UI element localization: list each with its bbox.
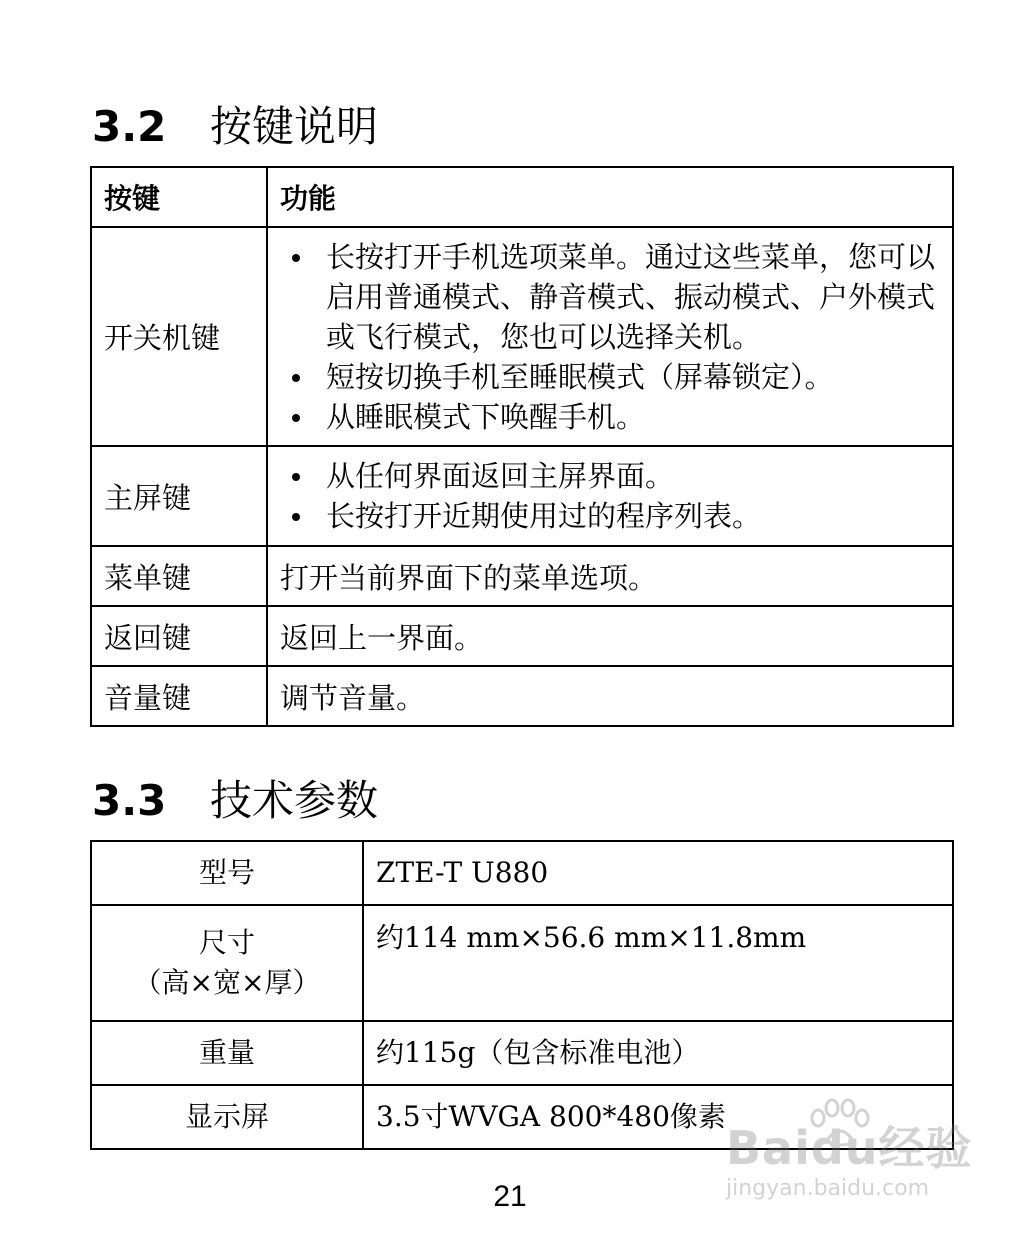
spec-label: 重量: [91, 1021, 363, 1085]
list-item: 长按打开手机选项菜单。通过这些菜单，您可以启用普通模式、静音模式、振动模式、户外模式或飞行模式，您也可以选择关机。: [280, 237, 940, 357]
spec-value: 约114 mm×56.6 mm×11.8mm: [363, 905, 953, 1021]
watermark: [726, 1098, 973, 1208]
spec-label-sub: （高×宽×厚）: [133, 966, 321, 999]
table-row: [91, 606, 953, 666]
spec-label: 型号: [91, 841, 363, 905]
table-row: [91, 227, 953, 446]
section-title: 技术参数: [210, 776, 379, 825]
table-header-row: [91, 167, 953, 227]
key-function: [267, 446, 953, 546]
table-row: [91, 1021, 953, 1085]
key-name: 返回键: [91, 606, 267, 666]
section-number: 3.3: [92, 776, 167, 825]
header-function: 功能: [267, 167, 953, 227]
header-key: 按键: [91, 167, 267, 227]
watermark-brand: Baidu经验: [726, 1121, 973, 1175]
section-number: 3.2: [92, 102, 167, 151]
table-row: [91, 666, 953, 726]
list-item: 从睡眠模式下唤醒手机。: [280, 397, 940, 437]
key-function: 打开当前界面下的菜单选项。: [267, 546, 953, 606]
list-item: 短按切换手机至睡眠模式（屏幕锁定）。: [280, 357, 940, 397]
keys-table: [90, 166, 954, 727]
key-name: 开关机键: [91, 227, 267, 446]
spec-value: 3.5寸WVGA 800*480像素: [363, 1085, 953, 1149]
spec-value: ZTE-T U880: [363, 841, 953, 905]
table-row: [91, 905, 953, 1021]
section-heading-specs: [92, 776, 379, 825]
spec-value: 约115g（包含标准电池）: [363, 1021, 953, 1085]
key-function: 返回上一界面。: [267, 606, 953, 666]
page-number: 21: [493, 1180, 527, 1213]
key-name: 主屏键: [91, 446, 267, 546]
spec-label: 显示屏: [91, 1085, 363, 1149]
list-item: 从任何界面返回主屏界面。: [280, 456, 940, 496]
table-row: [91, 841, 953, 905]
list-item: 长按打开近期使用过的程序列表。: [280, 496, 940, 536]
watermark-url: jingyan.baidu.com: [726, 1176, 930, 1201]
table-row: [91, 446, 953, 546]
section-title: 按键说明: [210, 102, 379, 151]
section-heading-keys: [92, 102, 379, 151]
spec-label: [91, 905, 363, 1021]
key-name: 音量键: [91, 666, 267, 726]
key-function: [267, 227, 953, 446]
key-function: 调节音量。: [267, 666, 953, 726]
spec-label-main: 尺寸: [198, 926, 255, 959]
key-name: 菜单键: [91, 546, 267, 606]
table-row: [91, 546, 953, 606]
